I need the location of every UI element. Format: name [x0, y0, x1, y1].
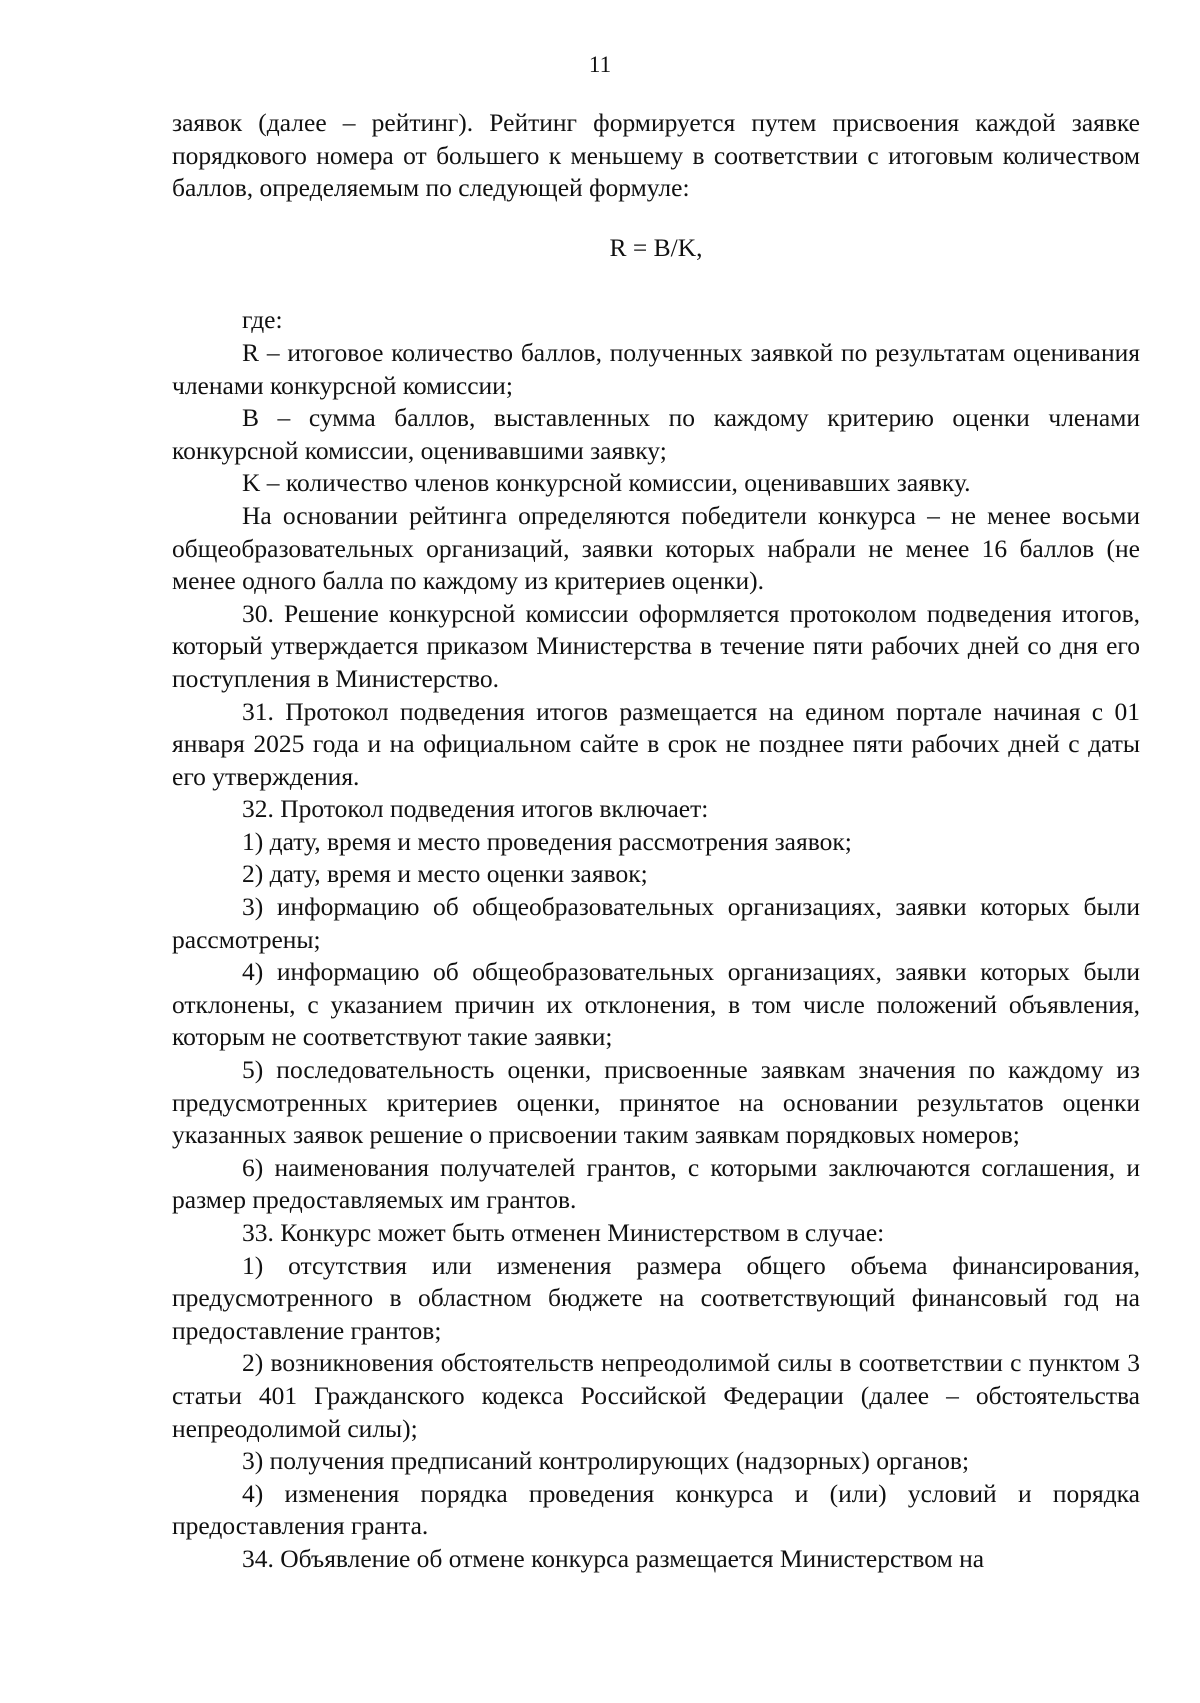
- paragraph-30: 30. Решение конкурсной комиссии оформляется протоколом подведения итогов, который утверждается приказом Министерства в течение пяти рабочих дней со дня его поступления в Министерство.: [172, 598, 1140, 693]
- paragraph-32: 32. Протокол подведения итогов включает:: [242, 794, 709, 824]
- document-body: [172, 107, 1140, 1576]
- list-item-33-4: 4) изменения порядка проведения конкурса и (или) условий и порядка предоставления гранта.: [172, 1478, 1140, 1541]
- paragraph-34: 34. Объявление об отмене конкурса размещается Министерством на: [242, 1543, 985, 1573]
- formula: R = B/K,: [609, 232, 703, 262]
- list-item-32-6: 6) наименования получателей грантов, с которыми заключаются соглашения, и размер предоставляемых им грантов.: [172, 1152, 1140, 1215]
- definition-b: B – сумма баллов, выставленных по каждому критерию оценки членами конкурсной комиссии, оценивавшими заявку;: [172, 403, 1140, 465]
- paragraph-33: 33. Конкурс может быть отменен Министерством в случае:: [242, 1218, 885, 1247]
- list-item-32-5: 5) последовательность оценки, присвоенные заявкам значения по каждому из предусмотренных критериев оценки, принятое на основании результатов оценки указанных заявок решение о присвоении таким заявкам порядковых номеров;: [172, 1055, 1140, 1150]
- paragraph-intro: заявок (далее – рейтинг). Рейтинг формируется путем присвоения каждой заявке порядкового номера от большего к меньшему в соответствии с итоговым количеством баллов, определяемым по следующей формуле:: [172, 108, 1140, 203]
- list-item-32-1: 1) дату, время и место проведения рассмотрения заявок;: [242, 826, 852, 856]
- page-number: 11: [588, 52, 612, 77]
- list-item-33-1: 1) отсутствия или изменения размера общего объема финансирования, предусмотренного в областном бюджете на соответствующий финансовый год на предоставление грантов;: [172, 1250, 1140, 1345]
- list-item-32-3: 3) информацию об общеобразовательных организациях, заявки которых были рассмотрены;: [172, 892, 1140, 954]
- list-item-33-2: 2) возникновения обстоятельств непреодолимой силы в соответствии с пунктом 3 статьи 401 Гражданского кодекса Российской Федерации (далее – обстоятельства непреодолимой силы);: [172, 1348, 1140, 1443]
- definition-k: K – количество членов конкурсной комиссии, оценивавших заявку.: [242, 468, 971, 498]
- list-item-32-2: 2) дату, время и место оценки заявок;: [242, 859, 648, 889]
- list-item-32-4: 4) информацию об общеобразовательных организациях, заявки которых были отклонены, с указанием причин их отклонения, в том числе положений объявления, которым не соответствуют такие заявки;: [172, 957, 1140, 1052]
- paragraph-31: 31. Протокол подведения итогов размещается на едином портале начиная с 01 января 2025 года и на официальном сайте в срок не позднее пяти рабочих дней с даты его утверждения.: [172, 696, 1140, 791]
- definition-r: R – итоговое количество баллов, полученных заявкой по результатам оценивания членами конкурсной комиссии;: [172, 337, 1140, 400]
- paragraph-where: где:: [242, 305, 283, 335]
- list-item-33-3: 3) получения предписаний контролирующих (надзорных) органов;: [242, 1446, 970, 1476]
- paragraph-winners: На основании рейтинга определяются победители конкурса – не менее восьми общеобразовательных организаций, заявки которых набрали не менее 16 баллов (не менее одного балла по каждому из критериев оценки).: [172, 500, 1140, 596]
